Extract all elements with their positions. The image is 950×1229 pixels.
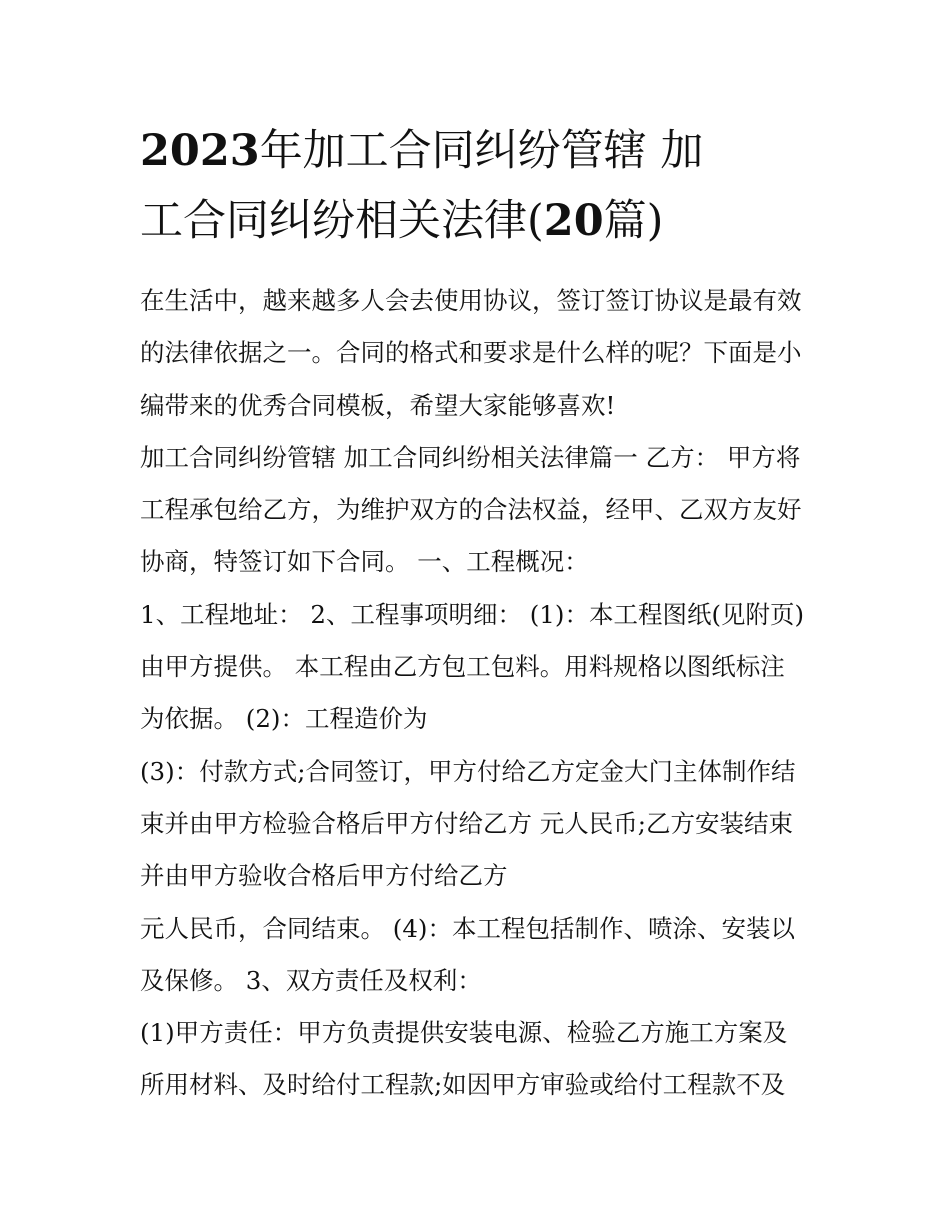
body-line: 工程承包给乙方，为维护双方的合法权益，经甲、乙双方友好 xyxy=(140,495,802,525)
body-line: 的法律依据之一。合同的格式和要求是什么样的呢？下面是小 xyxy=(140,338,802,368)
document-body xyxy=(140,279,820,1116)
body-line: 为依据。 (2)：工程造价为 xyxy=(140,704,428,734)
body-line: 束并由甲方检验合格后甲方付给乙方 元人民币;乙方安装结束 xyxy=(140,808,794,838)
body-line: 1、工程地址： 2、工程事项明细： (1)：本工程图纸(见附页) xyxy=(140,599,805,629)
title-line1-text: 年加工合同纠纷管辖 加 xyxy=(259,126,704,176)
body-line: 协商，特签订如下合同。 一、工程概况： xyxy=(140,547,589,577)
body-line: 元人民币，合同结束。 (4)：本工程包括制作、喷涂、安装以 xyxy=(140,913,795,943)
body-line: 编带来的优秀合同模板，希望大家能够喜欢! xyxy=(140,390,616,420)
document-title xyxy=(140,116,820,256)
body-line: (3)：付款方式;合同签订，甲方付给乙方定金大门主体制作结 xyxy=(140,756,796,786)
body-line: (1)甲方责任：甲方负责提供安装电源、检验乙方施工方案及 xyxy=(140,1018,788,1048)
body-line: 由甲方提供。 本工程由乙方包工包料。用料规格以图纸标注 xyxy=(140,652,785,682)
body-line: 并由甲方验收合格后甲方付给乙方 xyxy=(140,861,508,891)
title-line2-text: 工合同纠纷相关法律( xyxy=(140,196,544,246)
body-line: 加工合同纠纷管辖 加工合同纠纷相关法律篇一 乙方： 甲方将 xyxy=(140,442,801,472)
title-line2-end: 篇) xyxy=(603,196,664,246)
title-count: 20 xyxy=(543,196,604,246)
title-year: 2023 xyxy=(140,126,260,176)
body-line: 所用材料、及时给付工程款;如因甲方审验或给付工程款不及 xyxy=(140,1070,786,1100)
body-line: 在生活中，越来越多人会去使用协议，签订签订协议是最有效 xyxy=(140,286,802,315)
body-line: 及保修。 3、双方责任及权利： xyxy=(140,965,482,995)
